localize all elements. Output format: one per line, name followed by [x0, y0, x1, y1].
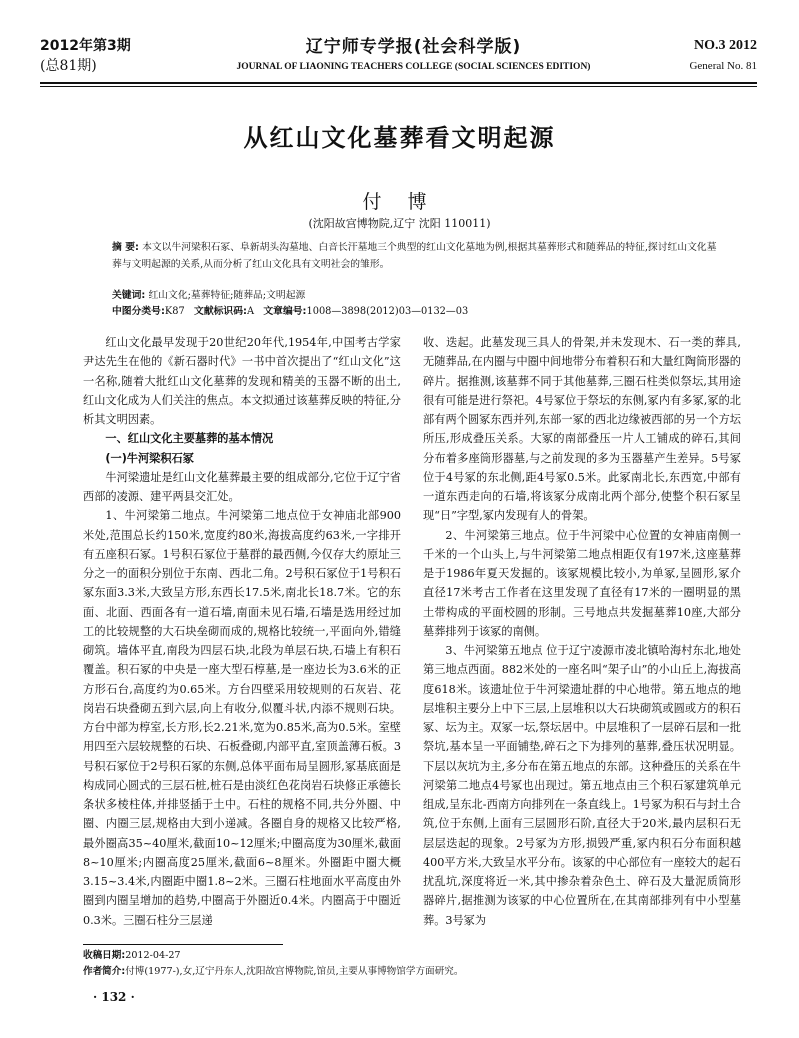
body-paragraph: 2、牛河梁第三地点。位于牛河梁中心位置的女神庙南侧一千米的一个山头上,与牛河梁第二地点相距仅有197米,这座墓葬是于1986年夏天发掘的。该冢规模比较小,为单冢,呈圆形,冢介直径17米考古工作者在这里发现了直径有17米的一圈明显的黑土带构成的平面校圆的形制。三号地点共发掘墓葬10座,大部分墓葬排列于该冢的南侧。 [423, 528, 741, 638]
page-header [40, 36, 757, 80]
abstract-label: 摘 要: [112, 242, 139, 253]
clc-label: 中图分类号: [112, 306, 165, 317]
received-date [83, 948, 739, 964]
author-bio [83, 964, 739, 980]
year-issue: 2012年第3期 [40, 38, 131, 54]
body-paragraph: 3、牛河梁第五地点 位于辽宁凌源市凌北镇哈海村东北,地处第三地点西面。882米处的一座名叫“架子山”的小山丘上,海拔高度618米。该遗址位于牛河梁遗址群的中心地带。第五地点的地层堆积主要分上中下三层,上层堆积以大石块砌筑或圆或方的积石冢、坛为主。双冢一坛,祭坛居中。中层堆积了一层碎石层和一批祭坑,基本呈一平面铺垫,碎石之下为排列的墓葬,叠压状况明显。下层以灰坑为主,多分布在第五地点的东部。这种叠压的关系在牛河梁第二地点4号冢也出现过。第五地点由三个积石冢建筑单元组成,呈东北-西南方向排列在一条直线上。1号冢为积石与封土合筑,位于东侧,上面有三层圆形石阶,直径大于20米,最内层积石无层层迭起的现象。2号冢为方形,损毁严重,冢内积石分布面积越400平方米,大致呈水平分布。该冢的中心部位有一座较大的起石扰乱坑,深度将近一米,其中掺杂着杂色土、碎石及大量泥质筒形器碎片,据推测为该冢的中心位置所在,在其南部排列有中小型墓葬。3号冢为 [423, 644, 741, 927]
received-label: 收稿日期: [83, 950, 126, 961]
bio-value: 付博(1977-),女,辽宁丹东人,沈阳故宫博物院,馆员,主要从事博物馆学方面研究。 [125, 966, 464, 977]
journal-title-en: JOURNAL OF LIAONING TEACHERS COLLEGE (SOCIAL SCIENCES EDITION) [236, 62, 591, 72]
author-name: 付 博 [362, 191, 437, 213]
header-left [40, 36, 131, 76]
header-right [689, 36, 757, 76]
footnote-rule [83, 944, 283, 945]
article-title: 从红山文化墓葬看文明起源 [243, 124, 556, 152]
abstract [112, 240, 721, 273]
section-heading: (一)牛河梁积石冢 [105, 451, 194, 465]
body-paragraph: 1、牛河梁第二地点。牛河梁第二地点位于女神庙北部900米处,范围总长约150米,宽度约80米,海拔高度约63米,一字排开有五座积石冢。1号积石冢位于墓群的最西侧,今仅存大约原址三分之一的面积分别位于东南、西北二角。2号积石冢位于1号积石冢东面3.3米,大致呈方形,东西长17.5米,南北长18.7米。它的东面、北面、西面各有一道石墙,南面未见石墙,石墙是选用经过加工的比较规整的大石块垒砌而成的,规格比较统一,平面向外,错缝砌筑。墙体平直,南段为四层石块,北段为单层石块,石墙上有积石覆盖。积石冢的中央是一座大型石椁墓,是一座边长为3.6米的正方形石台,高度约为0.65米。方台四壁采用较规则的石灰岩、花岗岩石块叠砌五到六层,向上有收分,似覆斗状,内添不规则石块。方台中部为椁室,长方形,长2.21米,宽为0.85米,高为0.5米。室壁用四至六层较规整的石块、石板叠砌,内部平直,室顶盖薄石板。3号积石冢位于2号积石冢的东侧,总体平面布局呈圆形,冢基底面是构成同心圆式的三层石桩,桩石是由淡红色花岗岩石块修正承德长条状多棱柱体,并排竖插于土中。石柱的规格不同,共分外圈、中圈、内圈三层,规格由大到小递减。各圈自身的规格又比较严格,最外圈高35~40厘米,截面10~12厘米;中圈高度为30厘米,截面8~10厘米;内圈高度25厘米,截面6~8厘米。外圈距中圈大概3.15~3.4米,内圈距中圈1.8~2米。三圈石柱地面水平高度由外圈到内圈呈增加的趋势,中圈高于外圈近0.4米。内圈高于中圈近0.3米。三圈石柱分三层递 [83, 509, 401, 927]
received-value: 2012-04-27 [125, 950, 181, 961]
header-rule [40, 82, 757, 84]
article-no-label: 文章编号: [263, 306, 307, 317]
total-issue: (总81期) [40, 58, 97, 74]
body-paragraph: 红山文化最早发现于20世纪20年代,1954年,中国考古学家尹达先生在他的《新石器时代》一书中首次提出了“红山文化”这一名称,随着大批红山文化墓葬的发现和精美的玉器不断的出土,红山文化成为人们关注的焦点。本文拟通过该墓葬反映的特征,分析其文明因素。 [83, 336, 401, 426]
doc-code-value: A [246, 306, 255, 317]
general-no: General No. 81 [689, 60, 757, 72]
issue-no: NO.3 2012 [694, 38, 757, 53]
footnote [83, 948, 739, 980]
body-column-right [423, 333, 741, 933]
header-center [190, 36, 637, 76]
classification-line [112, 304, 721, 320]
header-rule-thin [40, 86, 757, 87]
section-heading: 一、红山文化主要墓葬的基本情况 [105, 432, 274, 446]
bio-label: 作者简介: [83, 966, 126, 977]
abstract-text: 本文以牛河梁积石冢、阜新胡头沟墓地、白音长汗墓地三个典型的红山文化墓地为例,根据其墓葬形式和随葬品的特征,探讨红山文化墓葬与文明起源的关系,从而分析了红山文化具有文明社会的雏形。 [112, 242, 717, 270]
body-paragraph: 收、迭起。此墓发现三具人的骨架,并未发现木、石一类的葬具,无随葬品,在内圈与中圈中间地带分布着积石和大量红陶筒形器的碎片。据推测,该墓葬不同于其他墓葬,三圈石柱类似祭坛,其用途很有可能是进行祭祀。4号冢位于祭坛的东侧,冢内有多冢,冢的北部有两个圆冢东西并列,东部一冢的西北边缘被西部的另一个方坛所压,形成叠压关系。大冢的南部叠压一片人工铺成的碎石,其间分布着多座筒形器墓,与之前发现的多为玉器墓产生差异。5号冢位于4号冢的东北侧,距4号冢0.5米。此冢南北长,东西宽,中部有一道东西走向的石墙,将该冢分成南北两个部分,使整个积石冢呈现“日”字型,冢内发现有人的骨架。 [423, 336, 741, 523]
author-affiliation: (沈阳故宫博物院,辽宁 沈阳 110011) [308, 217, 491, 230]
page-number: · 132 · [93, 990, 135, 1004]
doc-code-label: 文献标识码: [194, 306, 247, 317]
clc-value: K87 [164, 306, 185, 317]
keywords [112, 288, 721, 304]
body-paragraph: 牛河梁遗址是红山文化墓葬最主要的组成部分,它位于辽宁省西部的凌源、建平两县交汇处。 [83, 470, 401, 503]
article-no-value: 1008—3898(2012)03—0132—03 [306, 306, 469, 317]
body-column-left [83, 333, 401, 933]
keywords-text: 红山文化;墓葬特征;随葬品;文明起源 [148, 290, 306, 301]
keywords-label: 关键词: [112, 290, 146, 301]
journal-title-cn: 辽宁师专学报(社会科学版) [305, 37, 522, 57]
